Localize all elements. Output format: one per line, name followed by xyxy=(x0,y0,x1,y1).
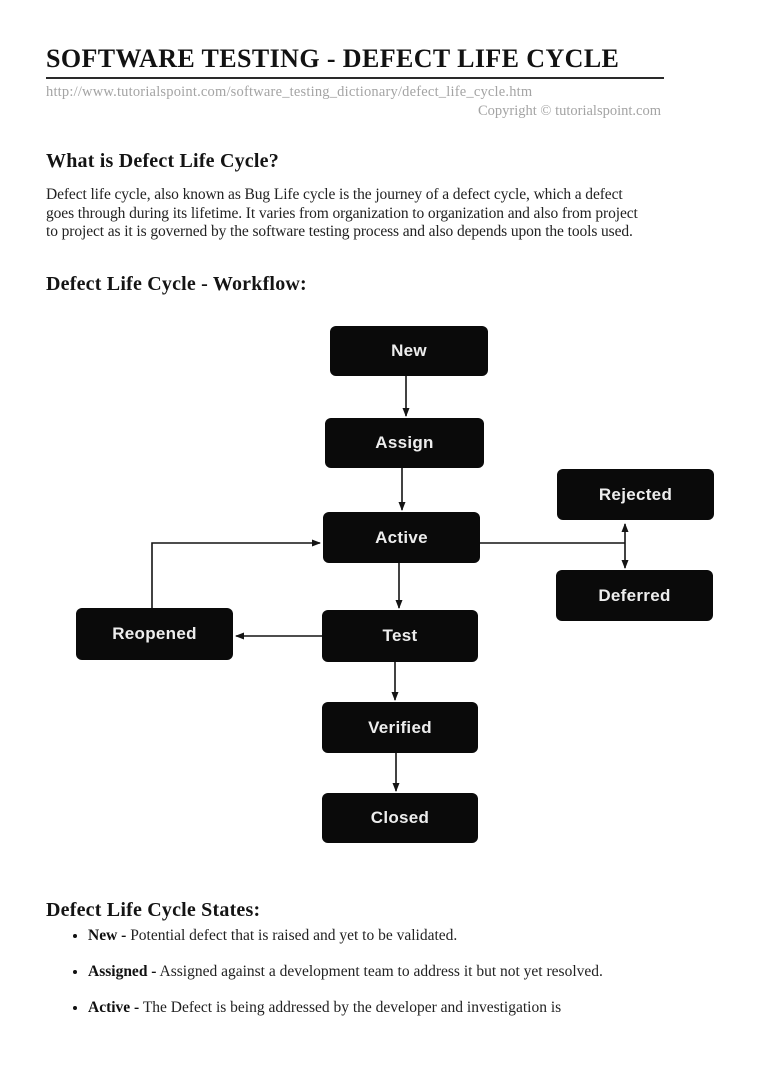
state-desc: The Defect is being addressed by the developer and investigation is xyxy=(139,999,562,1016)
state-term: New - xyxy=(88,927,127,944)
flowchart-node-new: New xyxy=(330,326,488,376)
flowchart-node-active: Active xyxy=(323,512,480,563)
title-underline xyxy=(46,77,664,79)
flowchart-node-assign: Assign xyxy=(325,418,484,468)
flowchart-node-rejected: Rejected xyxy=(557,469,714,520)
intro-paragraph: Defect life cycle, also known as Bug Life cycle is the journey of a defect cycle, which a defect goes through during its lifetime. It varies from organization to organization and also from project to project as it is governed by the software testing process and also depends upon the tools used. xyxy=(46,186,638,240)
states-list xyxy=(68,926,648,1034)
flowchart-node-deferred: Deferred xyxy=(556,570,713,621)
source-url: http://www.tutorialspoint.com/software_testing_dictionary/defect_life_cycle.htm xyxy=(46,84,533,100)
flowchart-node-closed: Closed xyxy=(322,793,478,843)
copyright-line: Copyright © tutorialspoint.com xyxy=(478,103,661,119)
page-title: SOFTWARE TESTING - DEFECT LIFE CYCLE xyxy=(46,44,620,73)
state-item-active xyxy=(88,998,648,1017)
state-desc: Potential defect that is raised and yet to be validated. xyxy=(126,927,458,944)
heading-states: Defect Life Cycle States: xyxy=(46,899,261,921)
heading-what-is-defect-life-cycle: What is Defect Life Cycle? xyxy=(46,150,279,172)
state-desc: Assigned against a development team to address it but not yet resolved. xyxy=(156,963,603,980)
state-item-new xyxy=(88,926,648,945)
state-term: Assigned - xyxy=(88,963,157,980)
flowchart-node-reopened: Reopened xyxy=(76,608,233,660)
heading-workflow: Defect Life Cycle - Workflow: xyxy=(46,273,307,295)
flowchart-node-test: Test xyxy=(322,610,478,662)
flowchart-node-verified: Verified xyxy=(322,702,478,753)
arrow-reopened-to-active xyxy=(152,543,320,608)
state-term: Active - xyxy=(88,999,140,1016)
state-item-assigned xyxy=(88,962,648,981)
